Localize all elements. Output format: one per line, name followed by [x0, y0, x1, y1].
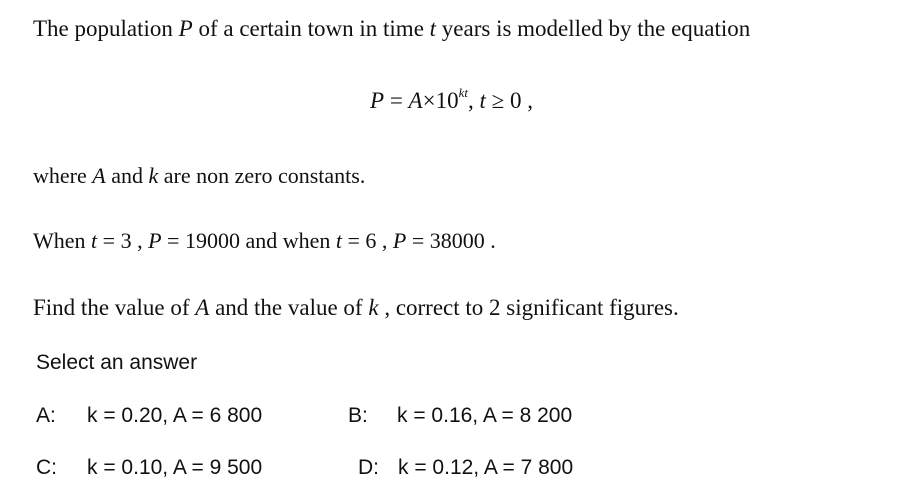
option-letter: A:: [36, 404, 56, 427]
given-text: When: [33, 228, 92, 253]
model-equation: [370, 85, 533, 114]
equation-t: t: [479, 88, 486, 113]
equation-exponent: kt: [458, 85, 468, 100]
given-text: = 3 ,: [97, 228, 149, 253]
intro-text: of a certain town in time: [192, 16, 430, 41]
variable-p: P: [148, 228, 162, 253]
variable-k: k: [368, 295, 379, 320]
equation-separator: ,: [467, 88, 480, 113]
instruction-text: , correct to 2 significant figures.: [378, 295, 679, 320]
option-text: k = 0.20, A = 6 800: [87, 404, 263, 427]
variable-a: A: [195, 295, 210, 320]
option-letter: B:: [348, 404, 368, 427]
equation-times-ten: ×10: [422, 88, 459, 113]
answer-option-b[interactable]: [348, 404, 618, 432]
option-letter: C:: [36, 456, 57, 479]
statement-text: where: [33, 163, 93, 188]
variable-t: t: [429, 16, 437, 41]
given-values: [33, 228, 496, 254]
variable-a: A: [92, 163, 106, 188]
instruction-text: and the value of: [209, 295, 369, 320]
answer-option-d[interactable]: [358, 456, 618, 484]
option-text: k = 0.16, A = 8 200: [397, 404, 573, 427]
answer-option-c[interactable]: [36, 456, 306, 484]
equation-p: P: [370, 88, 385, 113]
statement-text: are non zero constants.: [158, 163, 366, 188]
intro-text: years is modelled by the equation: [436, 16, 751, 41]
given-text: = 19000 and when: [161, 228, 336, 253]
intro-text: The population: [33, 16, 179, 41]
variable-t: t: [335, 228, 342, 253]
variable-k: k: [148, 163, 159, 188]
equation-a: A: [408, 88, 423, 113]
instruction-text: Find the value of: [33, 295, 196, 320]
option-letter: D:: [358, 456, 379, 479]
variable-t: t: [91, 228, 98, 253]
variable-p: P: [178, 16, 193, 41]
find-instruction: [33, 295, 679, 321]
question-intro: [33, 16, 750, 42]
option-text: k = 0.12, A = 7 800: [398, 456, 574, 479]
equation-equals: =: [384, 88, 409, 113]
variable-p: P: [392, 228, 407, 253]
given-text: = 6 ,: [341, 228, 393, 253]
select-prompt: Select an answer: [36, 351, 198, 374]
given-text: = 38000 .: [406, 228, 496, 253]
statement-text: and: [105, 163, 149, 188]
answer-option-a[interactable]: [36, 404, 306, 432]
constants-statement: [33, 163, 365, 189]
option-text: k = 0.10, A = 9 500: [87, 456, 263, 479]
equation-condition: ≥ 0 ,: [485, 88, 533, 113]
